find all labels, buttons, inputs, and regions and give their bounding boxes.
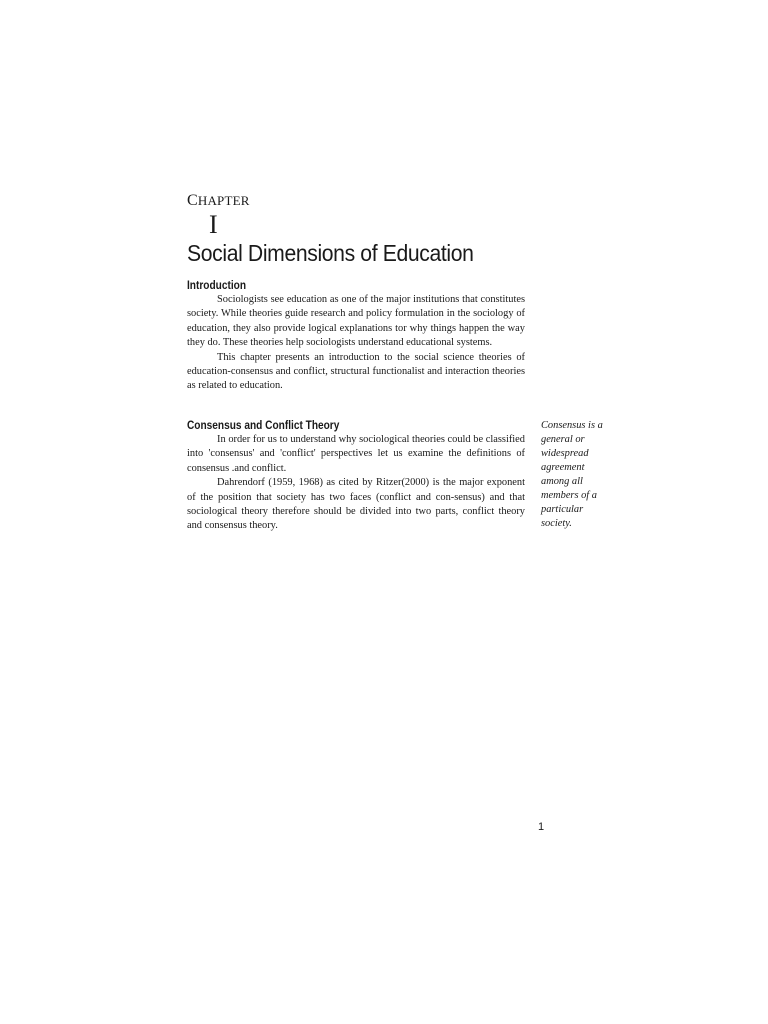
consensus-conflict-body <box>187 433 525 534</box>
page-number: 1 <box>538 821 545 833</box>
introduction-body <box>187 293 525 394</box>
margin-note-line: society. <box>541 518 572 529</box>
introduction-paragraph-1: Sociologists see education as one of the major institutions that constitutes society. While theories guide research and policy formulation in the sociology of education, they also provide logical explanations tor why things happen the way they do. These theories help sociologists understand educational systems. <box>187 294 525 349</box>
introduction-heading: Introduction <box>187 280 247 292</box>
consensus-paragraph-1: In order for us to understand why sociological theories could be classified into 'consensus' and 'conflict' perspectives let us examine the definitions of consensus .and conflict. <box>187 434 525 474</box>
introduction-paragraph-2: This chapter presents an introduction to the social science theories of education-consensus and conflict, structural functionalist and interaction theories as related to education. <box>187 351 525 392</box>
chapter-label-initial: C <box>187 192 198 209</box>
chapter-numeral: I <box>209 210 218 239</box>
margin-note <box>541 419 621 531</box>
margin-note-line: particular <box>541 504 584 515</box>
consensus-paragraph-2: Dahrendorf (1959, 1968) as cited by Ritzer(2000) is the major exponent of the position that society has two faces (conflict and con-sensus) and that sociological theory therefore should be divided into two parts, conflict theory and consensus theory. <box>187 477 525 532</box>
margin-note-line: widespread <box>541 448 589 459</box>
margin-note-line: among all <box>541 476 583 487</box>
chapter-label-rest: HAPTER <box>197 193 250 208</box>
margin-note-line: Consensus is a <box>541 420 603 431</box>
margin-note-line: general or <box>541 434 585 445</box>
chapter-label <box>187 192 250 210</box>
margin-note-line: members of a <box>541 490 597 501</box>
margin-note-line: agreement <box>541 462 585 473</box>
consensus-conflict-heading: Consensus and Conflict Theory <box>187 420 340 432</box>
chapter-title: Social Dimensions of Education <box>187 240 474 266</box>
